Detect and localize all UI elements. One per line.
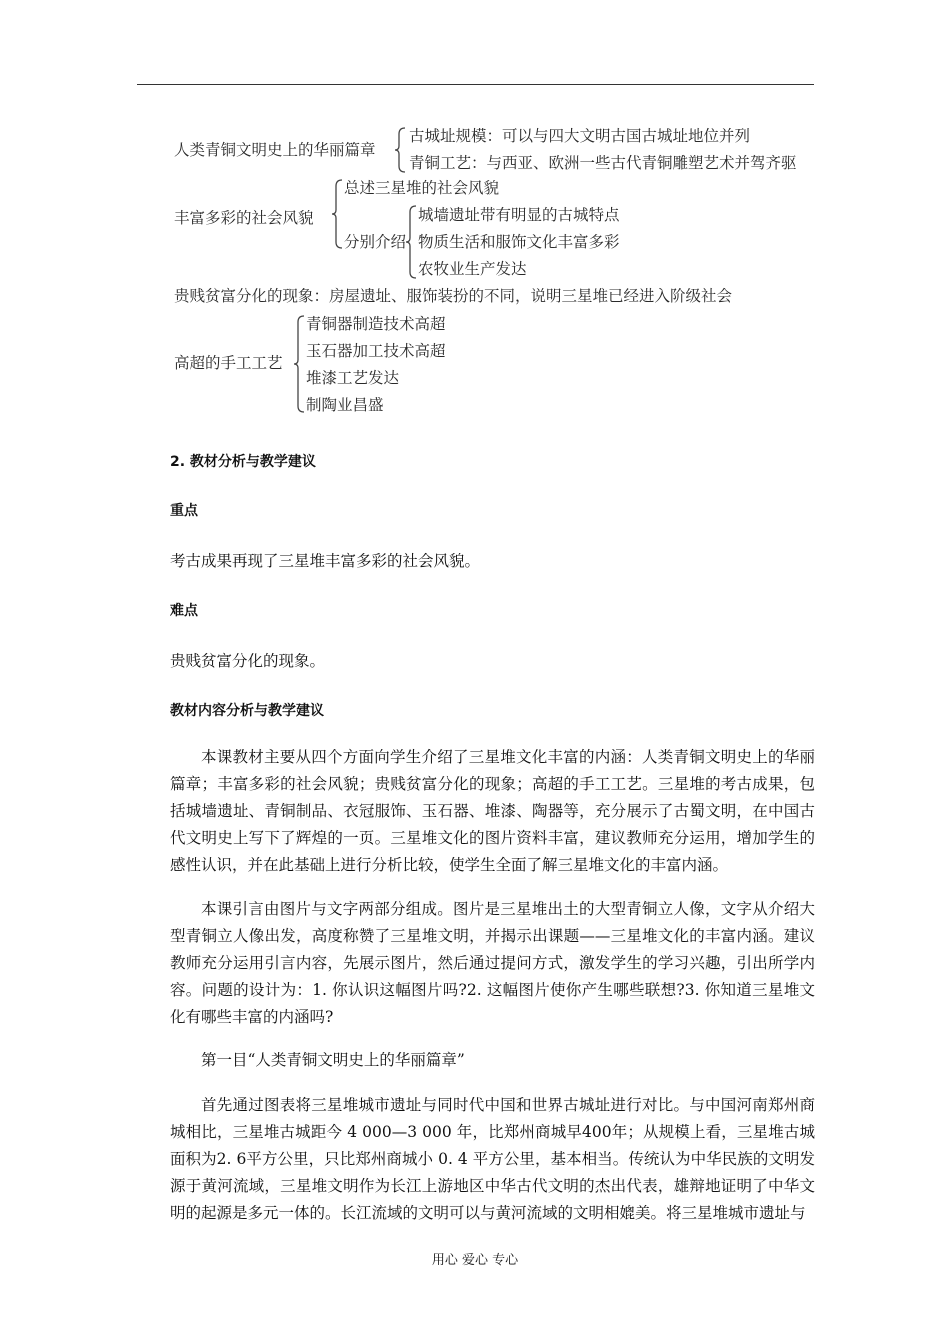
diagram-row1-head: 人类青铜文明史上的华丽篇章 (174, 141, 376, 159)
diagram-row2-sub-2: 物质生活和服饰文化丰富多彩 (418, 233, 620, 251)
diagram-row2-item-2: 分别介绍 (344, 233, 407, 251)
page-footer: 用心 爱心 专心 (431, 1253, 519, 1268)
diagram-row1-item-2: 青铜工艺：与西亚、欧洲一些古代青铜雕塑艺术并驾齐驱 (409, 154, 797, 172)
paragraph-1: 本课教材主要从四个方面向学生介绍了三星堆文化丰富的内涵：人类青铜文明史上的华丽篇章；丰富多彩的社会风貌；贵贱贫富分化的现象；高超的手工工艺。三星堆的考古成果，包括城墙遗址、青铜制品、衣冠服饰、玉石器、堆漆、陶器等，充分展示了古蜀文明，在中国古代文明史上写下了辉煌的一页。三星堆文化的图片资料丰富，建议教师充分运用，增加学生的感性认识，并在此基础上进行分析比较，使学生全面了解三星堆文化的丰富内涵。 (170, 748, 815, 874)
brace-icon (330, 178, 344, 250)
diagram-row2-head: 丰富多彩的社会风貌 (174, 209, 314, 227)
key-point-text: 考古成果再现了三星堆丰富多彩的社会风貌。 (170, 552, 481, 570)
diagram-row4-item-2: 玉石器加工技术高超 (306, 342, 446, 360)
brace-icon (393, 126, 407, 174)
difficulty-title: 难点 (170, 603, 198, 619)
structure-diagram (0, 0, 950, 430)
diagram-row2-sub-1: 城墙遗址带有明显的古城特点 (418, 206, 620, 224)
diagram-row4-item-3: 堆漆工艺发达 (306, 369, 400, 387)
brace-icon (404, 204, 418, 280)
diagram-row4-item-4: 制陶业昌盛 (306, 396, 384, 414)
diagram-row2-item-1: 总述三星堆的社会风貌 (344, 179, 500, 197)
paragraph-3: 第一目“人类青铜文明史上的华丽篇章” (201, 1051, 465, 1069)
paragraph-4: 首先通过图表将三星堆城市遗址与同时代中国和世界古城址进行对比。与中国河南郑州商城相比，三星堆古城距今 4 000—3 000 年，比郑州商城早400年；从规模上看，三星堆古城面积为2. 6平方公里，只比郑州商城小 0. 4 平方公里，基本相当。传统认为中华民族的文明发源于黄河流域，三星堆文明作为长江上游地区中华古代文明的杰出代表，雄辩地证明了中华文明的起源是多元一体的。长江流域的文明可以与黄河流域的文明相媲美。将三星堆城市遗址与 (170, 1096, 815, 1222)
diagram-row4-head: 高超的手工工艺 (174, 354, 283, 372)
diagram-row2-sub-3: 农牧业生产发达 (418, 260, 527, 278)
section2-title: 2. 教材分析与教学建议 (170, 454, 316, 470)
diagram-row1-item-1: 古城址规模：可以与四大文明古国古城址地位并列 (409, 127, 751, 145)
analysis-title: 教材内容分析与教学建议 (170, 703, 324, 719)
difficulty-text: 贵贱贫富分化的现象。 (170, 652, 326, 670)
key-point-title: 重点 (170, 503, 198, 519)
diagram-row4-item-1: 青铜器制造技术高超 (306, 315, 446, 333)
brace-icon (292, 314, 306, 414)
diagram-row3: 贵贱贫富分化的现象：房屋遗址、服饰装扮的不同，说明三星堆已经进入阶级社会 (174, 287, 733, 305)
paragraph-2: 本课引言由图片与文字两部分组成。图片是三星堆出土的大型青铜立人像，文字从介绍大型青铜立人像出发，高度称赞了三星堆文明，并揭示出课题——三星堆文化的丰富内涵。建议教师充分运用引言内容，先展示图片，然后通过提问方式，激发学生的学习兴趣，引出所学内容。问题的设计为：1. 你认识这幅图片吗?2. 这幅图片使你产生哪些联想?3. 你知道三星堆文化有哪些丰富的内涵吗? (170, 900, 815, 1026)
